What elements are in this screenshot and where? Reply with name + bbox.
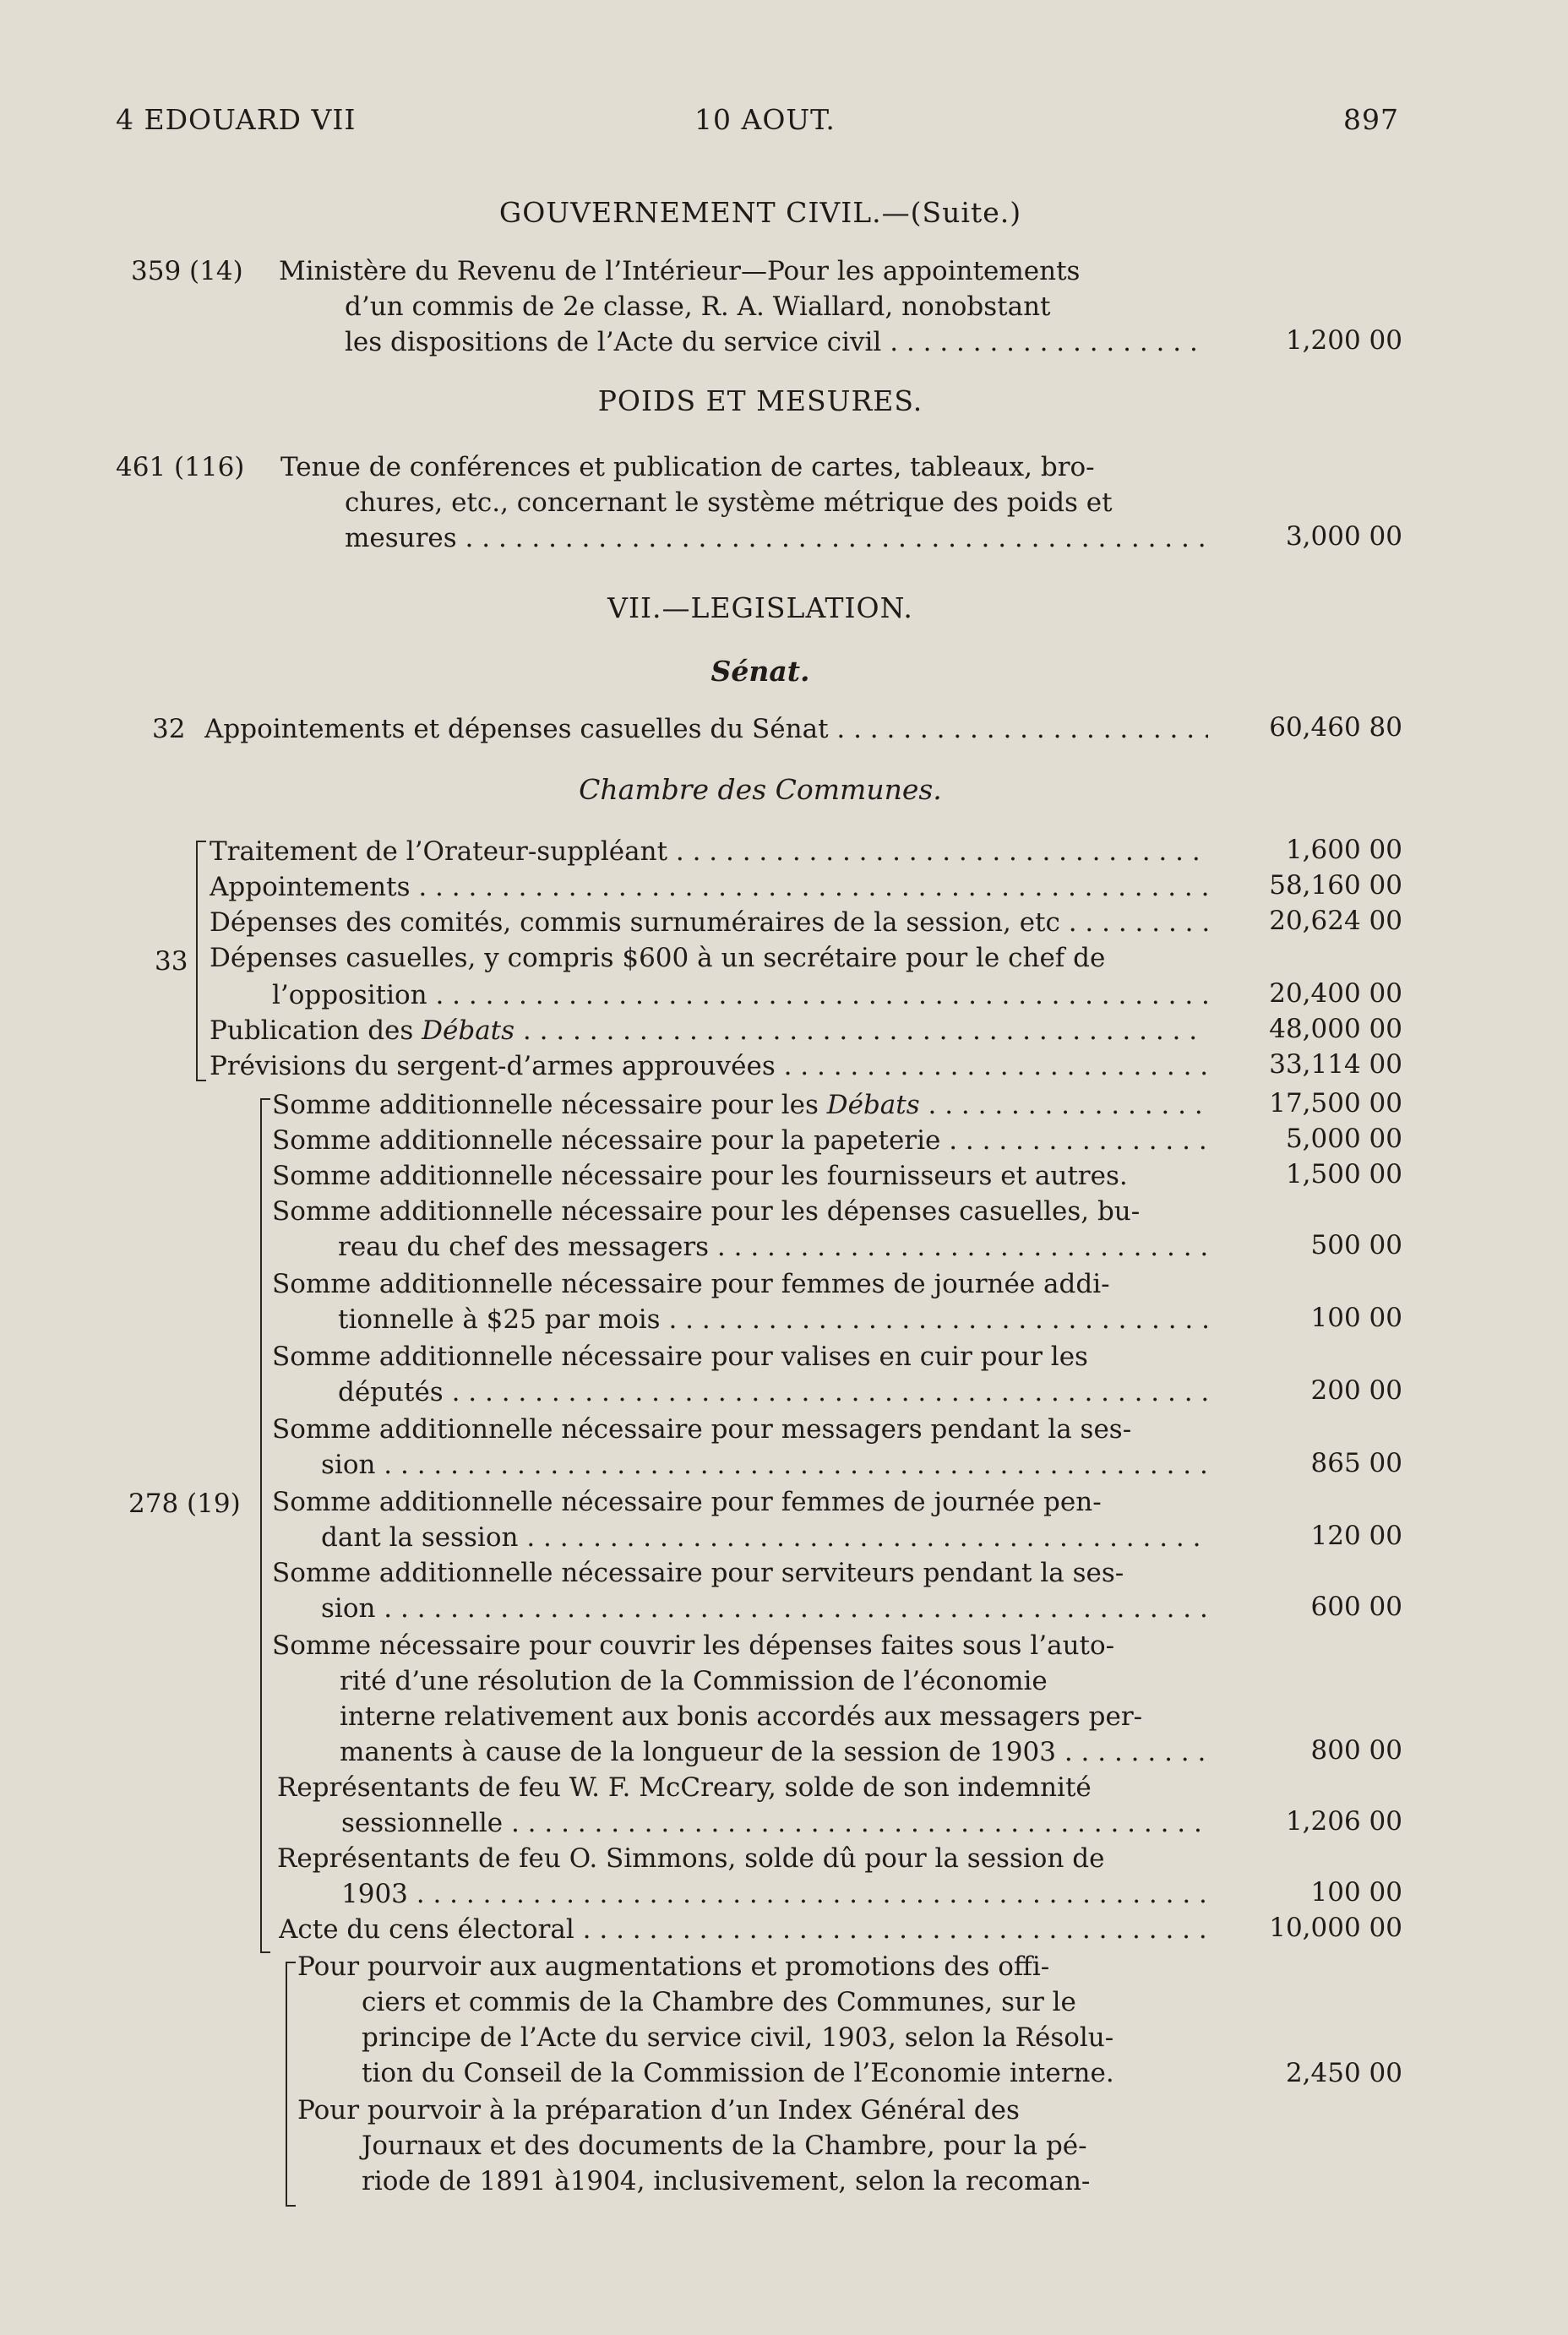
item-text-line: ciers et commis de la Chambre des Communes, sur le <box>362 1987 1076 2017</box>
item-text: Publication des <box>210 1015 422 1046</box>
item-number: 359 (14) <box>131 256 243 286</box>
item-text-line: Tenue de conférences et publication de cartes, tableaux, bro- <box>280 452 1095 482</box>
item-text-line: Somme additionnelle nécessaire pour les dépenses casuelles, bu- <box>272 1196 1141 1227</box>
amount: 1,600 00 <box>1285 835 1402 865</box>
item-text-line-dotted: Traitement de l’Orateur-suppléant . . . <box>210 836 1208 867</box>
item-number: 278 (19) <box>128 1489 241 1519</box>
amount: 1,500 00 <box>1285 1159 1402 1189</box>
amount: 200 00 <box>1310 1375 1402 1406</box>
item-text-line-dotted: manents à cause de la longueur de la session de 1903 . . . <box>340 1737 1208 1767</box>
item-text-line: Somme additionnelle nécessaire pour femmes de journée pen- <box>272 1487 1102 1517</box>
item-text-line-dotted: sessionnelle . . . <box>341 1808 1208 1838</box>
item-text-line: principe de l’Acte du service civil, 1903, selon la Résolu- <box>362 2022 1114 2053</box>
brace-bracket <box>286 1962 296 2207</box>
item-text-line-dotted: députés . . . <box>338 1377 1208 1407</box>
subsection-heading-chambre: Chambre des Communes. <box>579 773 942 806</box>
amount: 58,160 00 <box>1269 870 1402 901</box>
page-number: 897 <box>1343 103 1399 136</box>
item-text-line: interne relativement aux bonis accordés aux messagers per- <box>340 1701 1143 1732</box>
item-number: 461 (116) <box>116 452 245 482</box>
item-text-line: tion du Conseil de la Commission de l’Economie interne. <box>362 2058 1114 2088</box>
item-text-line: rité d’une résolution de la Commission de l’économie <box>340 1666 1048 1696</box>
amount: 60,460 80 <box>1269 712 1402 743</box>
amount: 500 00 <box>1310 1230 1402 1260</box>
item-text-line-dotted: Acte du cens électoral . . . <box>279 1914 1208 1945</box>
item-text-line-dotted: les dispositions de l’Acte du service civil . . . <box>345 327 1208 357</box>
header-regnal-year: 4 EDOUARD VII <box>116 103 357 136</box>
item-text-line: Somme additionnelle nécessaire pour valises en cuir pour les <box>272 1342 1088 1372</box>
item-text-line: Journaux et des documents de la Chambre, pour la pé- <box>362 2131 1087 2161</box>
item-text-line: Dépenses casuelles, y compris $600 à un secrétaire pour le chef de <box>210 943 1106 973</box>
item-text-line: Somme additionnelle nécessaire pour femmes de journée addi- <box>272 1269 1110 1299</box>
item-text-line-dotted: sion . . . <box>321 1450 1208 1480</box>
amount: 5,000 00 <box>1285 1124 1402 1154</box>
item-text-line: riode de 1891 à1904, inclusivement, selon la recoman- <box>362 2166 1091 2196</box>
item-number: 33 <box>155 946 188 977</box>
brace-bracket <box>196 841 206 1081</box>
item-text-line-dotted: Somme additionnelle nécessaire pour la papeterie . . . <box>272 1125 1208 1156</box>
amount: 20,400 00 <box>1269 978 1402 1009</box>
amount: 800 00 <box>1310 1735 1402 1766</box>
item-text-line-dotted: Dépenses des comités, commis surnuméraires de la session, etc . . . <box>210 907 1208 938</box>
amount: 17,500 00 <box>1269 1088 1402 1119</box>
item-text-line: Somme nécessaire pour couvrir les dépenses faites sous l’auto- <box>272 1630 1115 1661</box>
item-text-line: Pour pourvoir aux augmentations et promotions des offi- <box>297 1951 1050 1982</box>
section-heading-poids-et-mesures: POIDS ET MESURES. <box>597 384 923 417</box>
amount: 20,624 00 <box>1269 906 1402 936</box>
brace-bracket <box>260 1098 270 1953</box>
item-text-line-dotted: Appointements et dépenses casuelles du Sénat . . . <box>204 714 1208 744</box>
item-text-italic: Débats <box>826 1090 920 1120</box>
item-text-line-dotted <box>272 1090 1208 1120</box>
amount: 1,200 00 <box>1285 325 1402 356</box>
amount: 3,000 00 <box>1285 521 1402 552</box>
item-text-line-dotted: dant la session . . . <box>321 1522 1208 1553</box>
item-number: 32 <box>152 714 186 744</box>
amount: 100 00 <box>1310 1303 1402 1333</box>
item-text-line-dotted: mesures . . . <box>345 523 1208 553</box>
item-text-line-dotted: sion . . . <box>321 1593 1208 1624</box>
header-date: 10 AOUT. <box>694 103 836 136</box>
item-text-line: Somme additionnelle nécessaire pour les fournisseurs et autres. <box>272 1161 1128 1191</box>
amount: 865 00 <box>1310 1448 1402 1478</box>
item-text-line-dotted: tionnelle à $25 par mois . . . <box>338 1304 1208 1335</box>
item-text: Somme additionnelle nécessaire pour les <box>272 1090 827 1120</box>
amount: 100 00 <box>1310 1877 1402 1908</box>
item-text-line: chures, etc., concernant le système métrique des poids et <box>345 487 1113 518</box>
amount: 1,206 00 <box>1285 1806 1402 1837</box>
item-text-line: Somme additionnelle nécessaire pour serviteurs pendant la ses- <box>272 1558 1124 1588</box>
amount: 120 00 <box>1310 1521 1402 1551</box>
item-text-line: Ministère du Revenu de l’Intérieur—Pour les appointements <box>279 256 1081 286</box>
item-text-line-dotted: Prévisions du sergent-d’armes approuvées . . . <box>210 1051 1208 1081</box>
section-heading-gouvernement-civil: GOUVERNEMENT CIVIL.—(Suite.) <box>498 196 1022 229</box>
item-text-line-dotted: 1903 . . . <box>341 1879 1208 1909</box>
item-text-line: Somme additionnelle nécessaire pour messagers pendant la ses- <box>272 1414 1132 1445</box>
item-text-line-dotted: l’opposition . . . <box>272 980 1208 1010</box>
item-text-line: d’un commis de 2e classe, R. A. Wiallard, nonobstant <box>345 291 1051 322</box>
item-text-line-dotted: Appointements . . . <box>210 872 1208 902</box>
item-text-line: Représentants de feu O. Simmons, solde dû pour la session de <box>277 1843 1105 1874</box>
item-text-line: Représentants de feu W. F. McCreary, solde de son indemnité <box>277 1772 1092 1803</box>
amount: 33,114 00 <box>1269 1049 1402 1080</box>
item-text-line-dotted: reau du chef des messagers . . . <box>338 1232 1208 1262</box>
amount: 600 00 <box>1310 1592 1402 1622</box>
subsection-heading-senat: Sénat. <box>710 655 810 688</box>
item-text-line-dotted <box>210 1015 1208 1046</box>
amount: 2,450 00 <box>1285 2058 1402 2088</box>
item-text-italic: Débats <box>422 1015 515 1046</box>
section-heading-legislation: VII.—LEGISLATION. <box>607 591 913 624</box>
amount: 10,000 00 <box>1269 1913 1402 1943</box>
amount: 48,000 00 <box>1269 1014 1402 1044</box>
item-text-line: Pour pourvoir à la préparation d’un Index Général des <box>297 2095 1020 2125</box>
